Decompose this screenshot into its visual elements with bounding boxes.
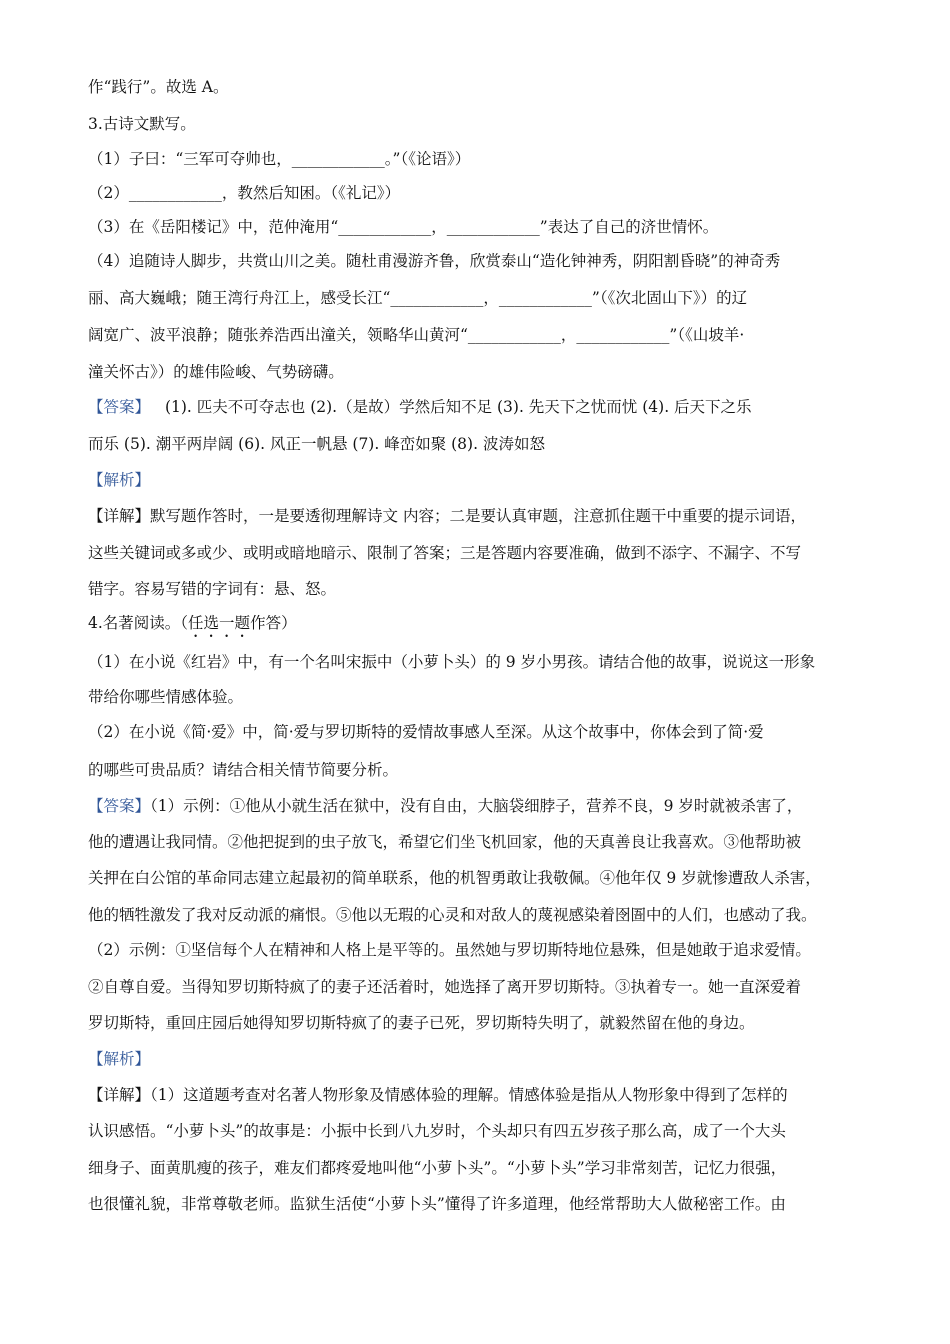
answer-tag: 【答案】: [88, 398, 151, 416]
answer-4-line-4: 他的牺牲激发了我对反动派的痛恨。⑤他以无瑕的心灵和对敌人的蔑视感染着囹圄中的人们，也感动了我。: [88, 906, 817, 924]
analysis-tag-4: [88, 1048, 878, 1070]
question-4-item-1-line-2: 带给你哪些情感体验。: [88, 688, 244, 706]
analysis-tag: 【解析】: [88, 471, 151, 489]
answer-text: (1). 匹夫不可夺志也 (2).（是故）学然后知不足 (3). 先天下之忧而忧 (4). 后天下之乐: [164, 398, 752, 416]
detail-3-line-2: 这些关键词或多或少、或明或暗地暗示、限制了答案；三是答题内容要准确，做到不添字、不漏字、不写: [88, 544, 802, 562]
detail-3-line-3: 错字。容易写错的字词有：悬、怒。: [88, 580, 337, 598]
question-3-item-4-line-3: 阔宽广、波平浪静；随张养浩西出潼关，领略华山黄河“____________，____________”（《山坡羊·: [88, 326, 745, 344]
text-line: 作“践行”。故选 A。: [88, 78, 229, 96]
answer-3-line-2: 而乐 (5). 潮平两岸阔 (6). 风正一帆悬 (7). 峰峦如聚 (8). 波涛如怒: [88, 435, 545, 453]
detail-tag: 【详解】: [88, 1086, 151, 1104]
answer-4-line-5: （2）示例：①坚信每个人在精神和人格上是平等的。虽然她与罗切斯特地位悬殊，但是她敢于追求爱情。: [88, 941, 811, 959]
answer-text: （1）示例：①他从小就生活在狱中，没有自由，大脑袋细脖子，营养不良，9 岁时就被杀害了，: [150, 797, 803, 815]
analysis-tag: 【解析】: [88, 1050, 151, 1068]
detail-4-line-3: 细身子、面黄肌瘦的孩子，难友们都疼爱地叫他“小萝卜头”。“小萝卜头”学习非常刻苦，记忆力很强，: [88, 1159, 787, 1177]
question-4-item-2-line-2: 的哪些可贵品质？请结合相关情节简要分析。: [88, 761, 399, 779]
question-4-item-2-line-1: （2）在小说《简·爱》中，简·爱与罗切斯特的爱情故事感人至深。从这个故事中，你体会到了简·爱: [88, 723, 764, 741]
answer-4-line-6: ②自尊自爱。当得知罗切斯特疯了的妻子还活着时，她选择了离开罗切斯特。③执着专一。她一直深爱着: [88, 978, 802, 996]
detail-4-line-4: 也很懂礼貌，非常尊敬老师。监狱生活使“小萝卜头”懂得了许多道理，他经常帮助大人做秘密工作。由: [88, 1195, 786, 1213]
answer-3-line-1: [88, 396, 878, 418]
question-3-item-4-line-2: 丽、高大巍峨；随王湾行舟江上，感受长江“____________，____________”（《次北固山下》）的辽: [88, 289, 748, 307]
detail-4-line-2: 认识感悟。“小萝卜头”的故事是：小振中长到八九岁时，个头却只有四五岁孩子那么高，成了一个大头: [88, 1122, 786, 1140]
answer-4-line-7: 罗切斯特，重回庄园后她得知罗切斯特疯了的妻子已死，罗切斯特失明了，就毅然留在他的身边。: [88, 1014, 755, 1032]
question-3-title: 3.古诗文默写。: [88, 115, 196, 133]
question-3-item-1: （1）子曰：“三军可夺帅也，____________。”（《论语》）: [88, 150, 471, 168]
question-4-title: [88, 612, 878, 641]
question-3-item-4-line-4: 潼关怀古》）的雄伟险峻、气势磅礴。: [88, 363, 344, 381]
answer-4-line-2: 他的遭遇让我同情。②他把捉到的虫子放飞，希望它们坐飞机回家，他的天真善良让我喜欢。③他帮助被: [88, 833, 802, 851]
question-3-item-3: （3）在《岳阳楼记》中，范仲淹用“____________，____________”表达了自己的济世情怀。: [88, 218, 719, 236]
analysis-tag-3: [88, 469, 878, 491]
answer-4-line-1: [88, 795, 878, 817]
answer-tag: 【答案】: [88, 797, 151, 815]
detail-text: （1）这道题考查对名著人物形象及情感体验的理解。情感体验是指从人物形象中得到了怎样的: [150, 1086, 788, 1104]
answer-4-line-3: 关押在白公馆的革命同志建立起最初的简单联系，他的机智勇敢让我敬佩。④他年仅 9 岁就惨遭敌人杀害，: [88, 869, 821, 887]
question-3-item-4-line-1: （4）追随诗人脚步，共赏山川之美。随杜甫漫游齐鲁，欣赏泰山“造化钟神秀，阴阳割昏晓”的神奇秀: [88, 252, 781, 270]
question-4-title-end: 作答）: [250, 614, 297, 632]
question-4-title-start: 4.名著阅读。（: [88, 614, 189, 632]
detail-3-line-1: [88, 505, 878, 527]
detail-4-line-1: [88, 1084, 878, 1106]
detail-text: 默写题作答时，一是要透彻理解诗文 内容；二是要认真审题，注意抓住题干中重要的提示词语，: [150, 507, 806, 525]
detail-tag: 【详解】: [88, 507, 151, 525]
emphasized-text: 任选一题: [188, 614, 251, 632]
question-4-item-1-line-1: （1）在小说《红岩》中，有一个名叫宋振中（小萝卜头）的 9 岁小男孩。请结合他的故事，说说这一形象: [88, 653, 816, 671]
question-3-item-2: （2）____________，教然后知困。（《礼记》）: [88, 184, 401, 202]
